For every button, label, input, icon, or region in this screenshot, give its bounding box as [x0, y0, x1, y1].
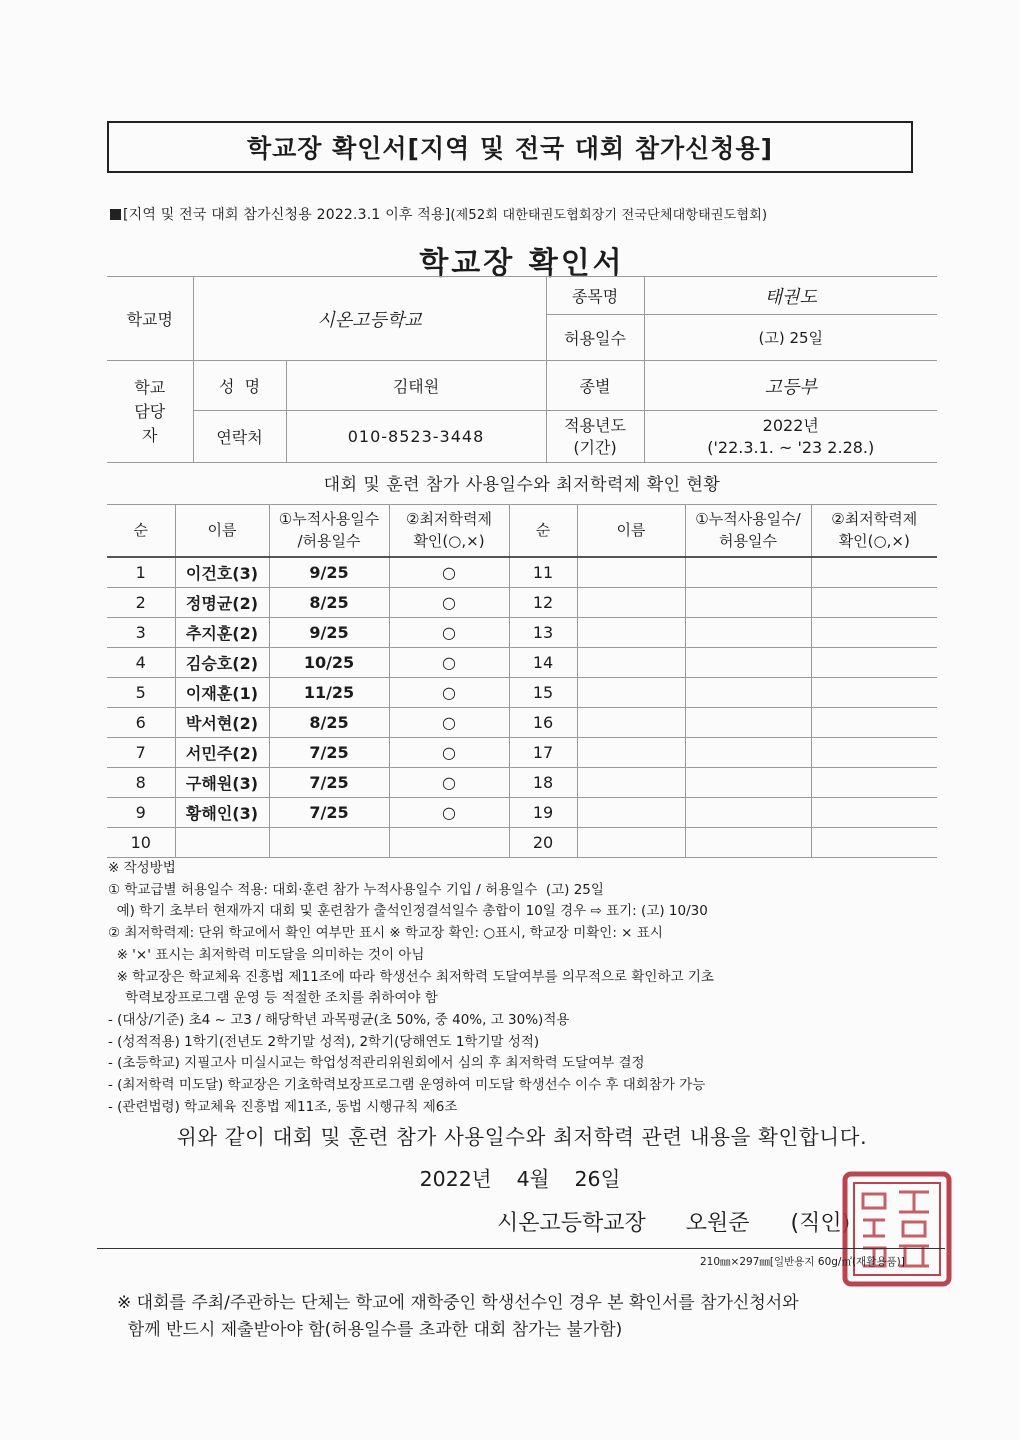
school-name-label: 학교명 — [107, 277, 193, 361]
row-check-r-cell — [811, 648, 937, 678]
col-check-r-header-line1: ②최저학력제 — [831, 510, 918, 528]
col-num-r-header: 순 — [509, 504, 577, 557]
bottom-divider — [97, 1248, 945, 1249]
table-row — [107, 828, 937, 858]
row-num-cell: 7 — [107, 738, 175, 768]
year-label — [546, 411, 644, 463]
row-num-r-cell: 14 — [509, 648, 577, 678]
col-days-header-line1: ①누적사용일수 — [278, 510, 380, 528]
col-check-r-header — [811, 504, 937, 557]
document-title: 학교장 확인서 — [419, 246, 625, 281]
col-check-r-header-line2: 확인(○,×) — [838, 532, 910, 550]
row-name-cell: 김승호(2) — [175, 648, 269, 678]
row-name-r-cell — [577, 708, 685, 738]
row-name-r-cell — [577, 828, 685, 858]
row-days-r-cell — [685, 648, 811, 678]
method-line: ① 학교급별 허용일수 적용: 대회·훈련 참가 누적사용일수 기입 / 허용일수 (고) 25일 — [108, 881, 604, 898]
form-title-box — [107, 121, 913, 173]
row-days-cell: 8/25 — [269, 588, 389, 618]
row-check-r-cell — [811, 738, 937, 768]
year-value-line2: ('22.3.1. ~ '23 2.28.) — [707, 437, 875, 457]
table-row — [107, 618, 937, 648]
row-num-cell: 10 — [107, 828, 175, 858]
row-days-r-cell — [685, 828, 811, 858]
row-num-r-cell: 17 — [509, 738, 577, 768]
row-days-r-cell — [685, 738, 811, 768]
sport-value: 태권도 — [644, 277, 937, 315]
method-line: - (최저학력 미도달) 학교장은 기초학력보장프로그램 운영하여 미도달 학생선수 이수 후 대회참가 가능 — [108, 1077, 706, 1094]
official-seal-stamp — [841, 1170, 953, 1288]
table-row — [107, 678, 937, 708]
row-name-r-cell — [577, 588, 685, 618]
row-num-cell: 3 — [107, 618, 175, 648]
row-name-r-cell — [577, 557, 685, 588]
row-num-r-cell: 20 — [509, 828, 577, 858]
paper-spec: 210㎜×297㎜[일반용지 60g/㎡(재활용품)] — [700, 1256, 905, 1268]
method-line: - (대상/기준) 초4 ~ 고3 / 해당학년 과목평균(초 50%, 중 40%, 고 30%)적용 — [108, 1011, 570, 1028]
row-name-r-cell — [577, 798, 685, 828]
row-days-r-cell — [685, 678, 811, 708]
method-line: ② 최저학력제: 단위 학교에서 확인 여부만 표시 ※ 학교장 확인: ○표시, 학교장 미확인: × 표시 — [108, 925, 663, 942]
footer-line: ※ 대회를 주최/주관하는 단체는 학교에 재학중인 학생선수인 경우 본 확인서를 참가신청서와 — [117, 1293, 799, 1313]
table-row — [107, 557, 937, 588]
row-check-cell: ○ — [389, 708, 509, 738]
row-name-cell — [175, 828, 269, 858]
row-num-r-cell: 16 — [509, 708, 577, 738]
row-num-r-cell: 15 — [509, 678, 577, 708]
col-name-r-header: 이름 — [577, 504, 685, 557]
col-name-header: 이름 — [175, 504, 269, 557]
col-days-header-line2: /허용일수 — [297, 532, 361, 550]
row-check-r-cell — [811, 618, 937, 648]
row-name-cell: 이재훈(1) — [175, 678, 269, 708]
manager-label-text: 학교 담당자 — [134, 377, 166, 445]
row-check-cell: ○ — [389, 768, 509, 798]
row-check-r-cell — [811, 588, 937, 618]
year-label-line1: 적용년도 — [564, 415, 626, 435]
col-num-header: 순 — [107, 504, 175, 557]
col-days-r-header-line2: 허용일수 — [719, 532, 777, 550]
row-days-cell: 10/25 — [269, 648, 389, 678]
contact-value: 010-8523-3448 — [286, 411, 546, 463]
manager-name-value: 김태원 — [286, 361, 546, 411]
row-days-cell: 7/25 — [269, 768, 389, 798]
row-days-r-cell — [685, 798, 811, 828]
section-title: 대회 및 훈련 참가 사용일수와 최저학력제 확인 현황 — [107, 470, 937, 505]
row-days-cell: 9/25 — [269, 557, 389, 588]
row-days-cell: 7/25 — [269, 738, 389, 768]
row-days-cell — [269, 828, 389, 858]
row-name-r-cell — [577, 648, 685, 678]
sport-label: 종목명 — [546, 277, 644, 315]
row-days-r-cell — [685, 618, 811, 648]
row-name-cell: 황해인(3) — [175, 798, 269, 828]
allowed-days-value: (고) 25일 — [644, 315, 937, 361]
row-num-r-cell: 12 — [509, 588, 577, 618]
row-check-r-cell — [811, 828, 937, 858]
row-num-r-cell: 13 — [509, 618, 577, 648]
principal-name: 오원준 — [685, 1211, 750, 1236]
row-days-cell: 11/25 — [269, 678, 389, 708]
method-line: - (성적적용) 1학기(전년도 2학기말 성적), 2학기(당해연도 1학기말 성적) — [108, 1033, 540, 1050]
row-days-r-cell — [685, 588, 811, 618]
col-check-header-line2: 확인(○,×) — [413, 532, 485, 550]
table-row — [107, 708, 937, 738]
row-check-cell — [389, 828, 509, 858]
notice-main: [지역 및 전국 대회 참가신청용 2022.3.1 이후 적용] — [123, 207, 451, 223]
row-name-cell: 이건호(3) — [175, 557, 269, 588]
method-line: ※ 학교장은 학교체육 진흥법 제11조에 따라 학생선수 최저학력 도달여부를 의무적으로 확인하고 기초 — [108, 968, 714, 985]
row-num-r-cell: 18 — [509, 768, 577, 798]
category-value: 고등부 — [644, 361, 937, 411]
col-check-header-line1: ②최저학력제 — [406, 510, 492, 528]
row-check-cell: ○ — [389, 557, 509, 588]
form-title: 학교장 확인서[지역 및 전국 대회 참가신청용] — [246, 134, 774, 163]
method-line: ※ '×' 표시는 최저학력 미도달을 의미하는 것이 아님 — [108, 946, 425, 963]
table-row — [107, 798, 937, 828]
school-name-value: 시온고등학교 — [193, 277, 546, 361]
footer-line: 함께 반드시 제출받아야 함(허용일수를 초과한 대회 참가는 불가함) — [117, 1320, 623, 1340]
confirm-statement: 위와 같이 대회 및 훈련 참가 사용일수와 최저학력 관련 내용을 확인합니다. — [176, 1125, 868, 1149]
row-days-cell: 7/25 — [269, 798, 389, 828]
row-num-cell: 1 — [107, 557, 175, 588]
row-days-r-cell — [685, 768, 811, 798]
row-name-cell: 추지훈(2) — [175, 618, 269, 648]
notice-line — [110, 204, 767, 224]
row-check-cell: ○ — [389, 798, 509, 828]
row-num-r-cell: 19 — [509, 798, 577, 828]
row-num-cell: 5 — [107, 678, 175, 708]
row-check-r-cell — [811, 678, 937, 708]
writing-method-notes — [108, 858, 938, 1118]
row-name-cell: 박서현(2) — [175, 708, 269, 738]
row-check-cell: ○ — [389, 738, 509, 768]
row-check-cell: ○ — [389, 588, 509, 618]
row-num-cell: 2 — [107, 588, 175, 618]
name-label: 성 명 — [193, 361, 286, 411]
row-days-r-cell — [685, 708, 811, 738]
method-line: ※ 작성방법 — [108, 860, 176, 876]
manager-label — [107, 361, 193, 463]
method-line: - (관련법령) 학교체육 진흥법 제11조, 동법 시행규칙 제6조 — [108, 1098, 458, 1115]
col-days-r-header — [685, 504, 811, 557]
row-num-cell: 9 — [107, 798, 175, 828]
year-label-line2: (기간) — [573, 437, 617, 457]
contact-label: 연락처 — [193, 411, 286, 463]
table-row — [107, 768, 937, 798]
row-name-cell: 서민주(2) — [175, 738, 269, 768]
row-name-cell: 정명균(2) — [175, 588, 269, 618]
col-days-r-header-line1: ①누적사용일수/ — [695, 510, 801, 528]
table-row — [107, 738, 937, 768]
signature-line — [497, 1206, 850, 1237]
method-line: 예) 학기 초부터 현재까지 대회 및 훈련참가 출석인정결석일수 총합이 10일 경우 ⇨ 표기: (고) 10/30 — [108, 903, 708, 920]
table-row — [107, 648, 937, 678]
notice-small: (제52회 대한태권도협회장기 전국단체대항태권도협회) — [450, 208, 768, 223]
row-num-r-cell: 11 — [509, 557, 577, 588]
row-name-r-cell — [577, 738, 685, 768]
black-square-icon — [110, 209, 121, 220]
row-num-cell: 8 — [107, 768, 175, 798]
category-label: 종별 — [546, 361, 644, 411]
row-check-r-cell — [811, 768, 937, 798]
method-line: - (초등학교) 지필고사 미실시교는 학업성적관리위원회에서 심의 후 최저학력 도달여부 결정 — [108, 1055, 645, 1072]
allowed-days-label: 허용일수 — [546, 315, 644, 361]
row-check-r-cell — [811, 557, 937, 588]
table-header-row — [107, 504, 937, 557]
year-value — [644, 411, 937, 463]
col-days-header — [269, 504, 389, 557]
footer-note — [117, 1290, 799, 1344]
row-name-r-cell — [577, 678, 685, 708]
row-num-cell: 6 — [107, 708, 175, 738]
row-name-r-cell — [577, 618, 685, 648]
school-info-table — [107, 276, 937, 463]
row-days-cell: 8/25 — [269, 708, 389, 738]
principal-school: 시온고등학교장 — [497, 1211, 646, 1236]
row-name-cell: 구해원(3) — [175, 768, 269, 798]
row-days-cell: 9/25 — [269, 618, 389, 648]
athlete-table — [107, 504, 937, 858]
row-check-r-cell — [811, 798, 937, 828]
table-row — [107, 588, 937, 618]
issue-date: 2022년 4월 26일 — [419, 1167, 621, 1191]
seal-label: (직인) — [790, 1211, 851, 1236]
method-line: 학력보장프로그램 운영 등 적절한 조치를 취하여야 함 — [108, 990, 438, 1007]
col-check-header — [389, 504, 509, 557]
year-value-line1: 2022년 — [762, 415, 819, 435]
row-name-r-cell — [577, 768, 685, 798]
row-check-cell: ○ — [389, 618, 509, 648]
row-num-cell: 4 — [107, 648, 175, 678]
row-days-r-cell — [685, 557, 811, 588]
row-check-cell: ○ — [389, 648, 509, 678]
row-check-r-cell — [811, 708, 937, 738]
row-check-cell: ○ — [389, 678, 509, 708]
